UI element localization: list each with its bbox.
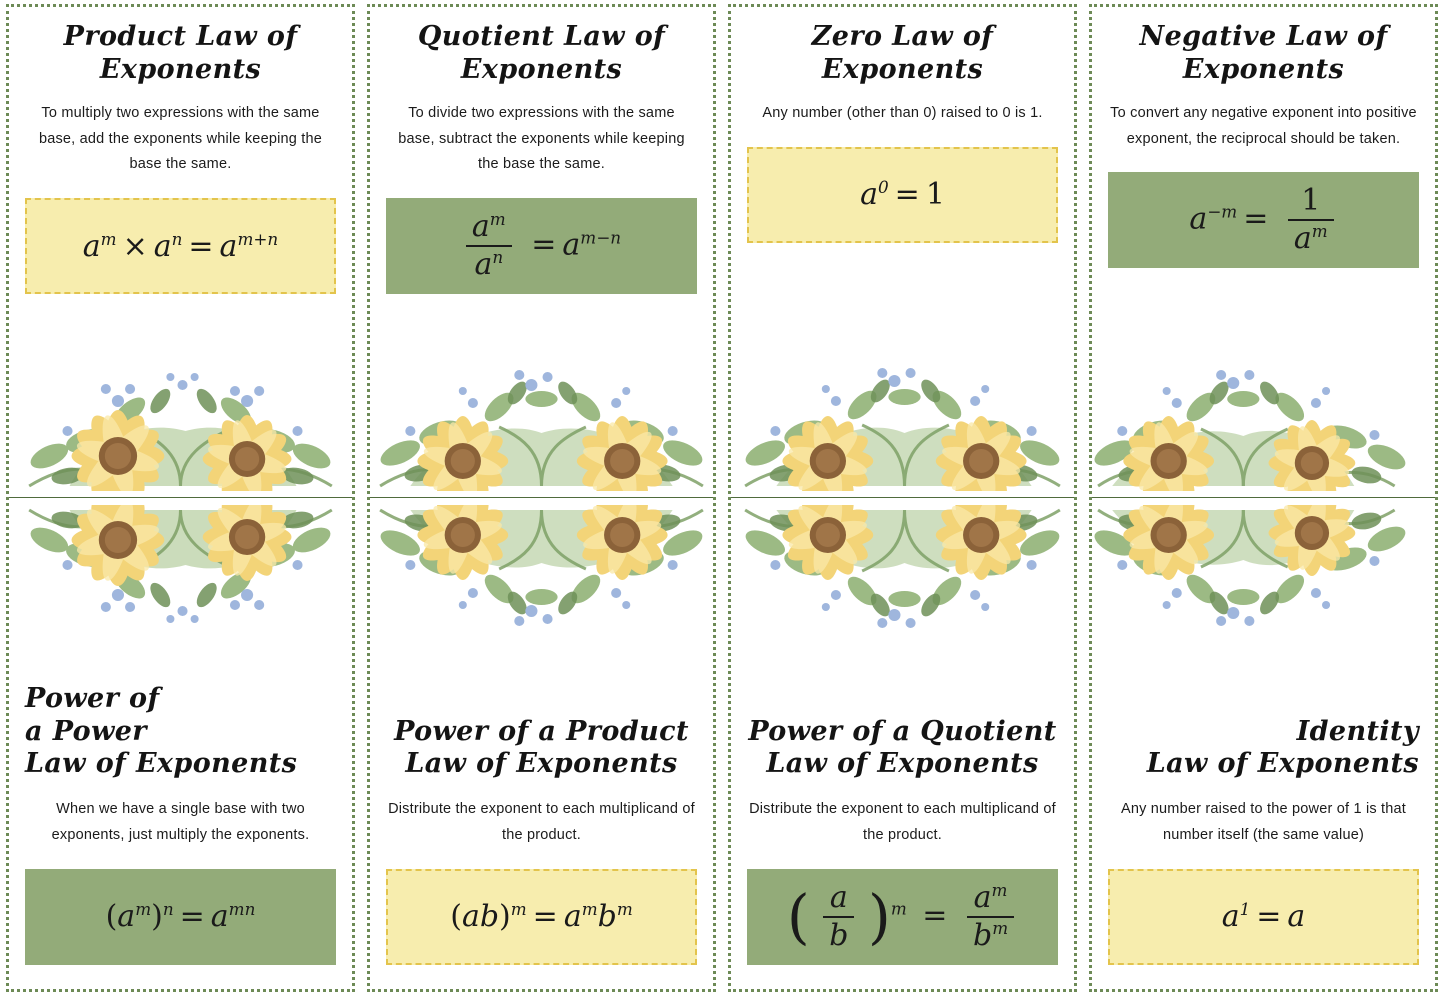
card-negative-law: [1092, 7, 1435, 498]
bookmark-strip-4: [1083, 0, 1444, 996]
card-description: Distribute the exponent to each multiplicand of the product.: [749, 801, 1056, 844]
formula-power-of-a-power-law: $(a^m)^n = a^{mn}$: [25, 869, 336, 965]
formula-negative-law: $a^{-m}$ = $\frac{1}{a^m}$: [1108, 172, 1419, 268]
card-power-of-a-quotient-law: [731, 498, 1074, 989]
card-title: Power of a Product Law of Exponents: [394, 715, 689, 780]
card-title: Identity Law of Exponents: [1146, 715, 1419, 780]
card-title: Power of a Power Law of Exponents: [25, 682, 298, 780]
card-description: To divide two expressions with the same base, subtract the exponents while keeping the base the same.: [398, 104, 685, 173]
formula-identity-law: $a^1 = a$: [1108, 869, 1419, 965]
card-title: Power of a Quotient Law of Exponents: [748, 715, 1057, 780]
bookmark-strip-2: [361, 0, 722, 996]
card-title: Product Law of Exponents: [63, 21, 298, 85]
formula-quotient-law: $\frac{a^m}{a^n}$ = $a^{m-n}$: [386, 198, 697, 294]
formula-product-law: $a^m \times a^n = a^{m+n}$: [25, 198, 336, 294]
bookmark-strip-3: [722, 0, 1083, 996]
formula-zero-law: $a^0 = 1$: [747, 147, 1058, 243]
card-title: Zero Law of Exponents: [811, 21, 994, 85]
card-description: To convert any negative exponent into positive exponent, the reciprocal should be taken.: [1110, 104, 1417, 147]
card-title: Negative Law of Exponents: [1139, 21, 1388, 85]
card-description: Any number (other than 0) raised to 0 is 1.: [762, 104, 1043, 121]
card-product-law: [9, 7, 352, 498]
card-title: Quotient Law of Exponents: [417, 21, 666, 85]
card-zero-law: [731, 7, 1074, 498]
formula-power-of-a-product-law: $(ab)^m = a^mb^m$: [386, 869, 697, 965]
card-description: To multiply two expressions with the same base, add the exponents while keeping the base the same.: [38, 104, 323, 173]
formula-power-of-a-quotient-law: ( $\frac{a}{b}$ )$^m$ = $\frac{a^m}{b^m}$: [747, 869, 1058, 965]
card-description: When we have a single base with two exponents, just multiply the exponents.: [51, 801, 310, 844]
card-identity-law: [1092, 498, 1435, 989]
card-power-of-a-power-law: [9, 498, 352, 989]
card-power-of-a-product-law: [370, 498, 713, 989]
card-quotient-law: [370, 7, 713, 498]
card-description: Any number raised to the power of 1 is that number itself (the same value): [1120, 801, 1407, 844]
card-description: Distribute the exponent to each multiplicand of the product.: [388, 801, 695, 844]
bookmark-strip-1: [0, 0, 361, 996]
